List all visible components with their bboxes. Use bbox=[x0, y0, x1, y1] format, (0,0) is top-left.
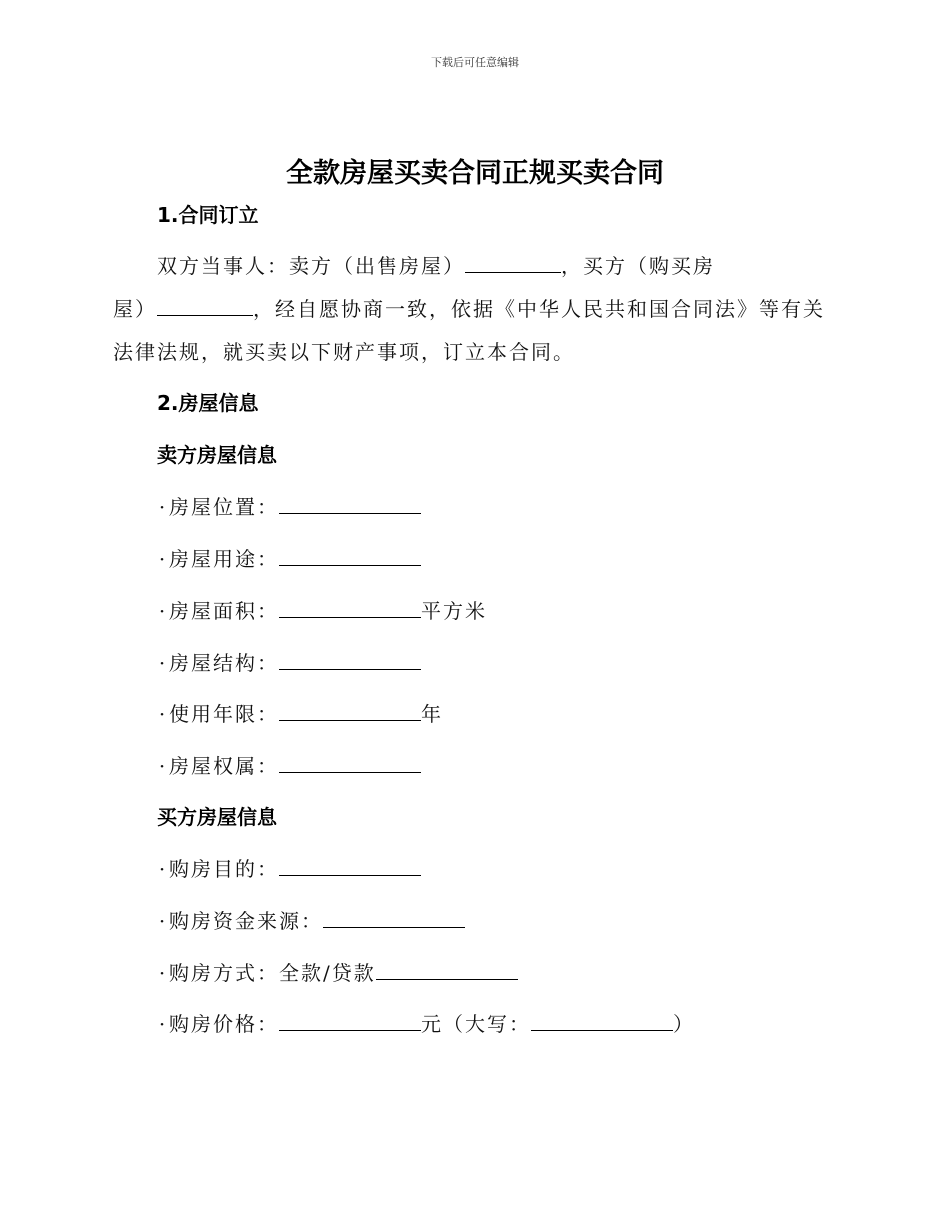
field-usage-years bbox=[157, 698, 443, 727]
purchase-purpose-blank[interactable] bbox=[279, 874, 421, 876]
field-label: 购房方式：全款/贷款 bbox=[169, 961, 376, 985]
field-house-usage bbox=[157, 543, 421, 572]
house-usage-blank[interactable] bbox=[279, 564, 421, 566]
paragraph-text: 屋） bbox=[113, 297, 157, 321]
field-house-ownership bbox=[157, 750, 421, 779]
field-suffix: 年 bbox=[421, 702, 443, 726]
section-heading-house-info: 2.房屋信息 bbox=[157, 391, 259, 415]
bullet-icon: · bbox=[158, 961, 168, 985]
field-label: 购房价格： bbox=[169, 1012, 279, 1036]
field-purchase-price bbox=[157, 1008, 695, 1037]
field-purchase-purpose bbox=[157, 853, 421, 882]
bullet-icon: · bbox=[158, 547, 168, 571]
field-fund-source bbox=[157, 905, 465, 934]
field-suffix: 元（大写： bbox=[421, 1012, 531, 1036]
fund-source-blank[interactable] bbox=[323, 926, 465, 928]
house-structure-blank[interactable] bbox=[279, 668, 421, 670]
field-label: 使用年限： bbox=[169, 702, 279, 726]
bullet-icon: · bbox=[158, 857, 168, 881]
document-title: 全款房屋买卖合同正规买卖合同 bbox=[286, 158, 664, 189]
section-heading-contract: 1.合同订立 bbox=[157, 203, 259, 227]
field-label: 房屋权属： bbox=[169, 754, 279, 778]
field-house-area bbox=[157, 595, 487, 624]
bullet-icon: · bbox=[158, 495, 168, 519]
buyer-info-heading: 买方房屋信息 bbox=[157, 805, 277, 829]
field-suffix: 平方米 bbox=[421, 599, 487, 623]
paragraph-text: 双方当事人：卖方（出售房屋） bbox=[157, 254, 465, 278]
field-house-location bbox=[157, 491, 421, 520]
buyer-name-blank[interactable] bbox=[157, 314, 253, 316]
bullet-icon: · bbox=[158, 702, 168, 726]
bullet-icon: · bbox=[158, 1012, 168, 1036]
field-suffix-close: ） bbox=[673, 1012, 695, 1036]
paragraph-line-2 bbox=[113, 293, 825, 322]
bullet-icon: · bbox=[158, 754, 168, 778]
field-label: 房屋面积： bbox=[169, 599, 279, 623]
seller-name-blank[interactable] bbox=[465, 271, 561, 273]
field-label: 房屋用途： bbox=[169, 547, 279, 571]
field-house-structure bbox=[157, 647, 421, 676]
price-number-blank[interactable] bbox=[279, 1029, 421, 1031]
house-ownership-blank[interactable] bbox=[279, 771, 421, 773]
field-label: 购房目的： bbox=[169, 857, 279, 881]
paragraph-line-3: 法律法规，就买卖以下财产事项，订立本合同。 bbox=[113, 340, 575, 364]
paragraph-line-1 bbox=[157, 250, 715, 279]
seller-info-heading: 卖方房屋信息 bbox=[157, 443, 277, 467]
bullet-icon: · bbox=[158, 651, 168, 675]
usage-years-blank[interactable] bbox=[279, 719, 421, 721]
bullet-icon: · bbox=[158, 599, 168, 623]
field-label: 房屋位置： bbox=[169, 495, 279, 519]
bullet-icon: · bbox=[158, 909, 168, 933]
price-uppercase-blank[interactable] bbox=[531, 1029, 673, 1031]
field-payment-method bbox=[157, 957, 518, 986]
field-label: 购房资金来源： bbox=[169, 909, 323, 933]
house-location-blank[interactable] bbox=[279, 512, 421, 514]
payment-method-blank[interactable] bbox=[376, 978, 518, 980]
paragraph-text: ，经自愿协商一致，依据《中华人民共和国合同法》等有关 bbox=[253, 297, 825, 321]
header-note: 下载后可任意编辑 bbox=[431, 56, 519, 69]
paragraph-text: ，买方（购买房 bbox=[561, 254, 715, 278]
house-area-blank[interactable] bbox=[279, 616, 421, 618]
field-label: 房屋结构： bbox=[169, 651, 279, 675]
